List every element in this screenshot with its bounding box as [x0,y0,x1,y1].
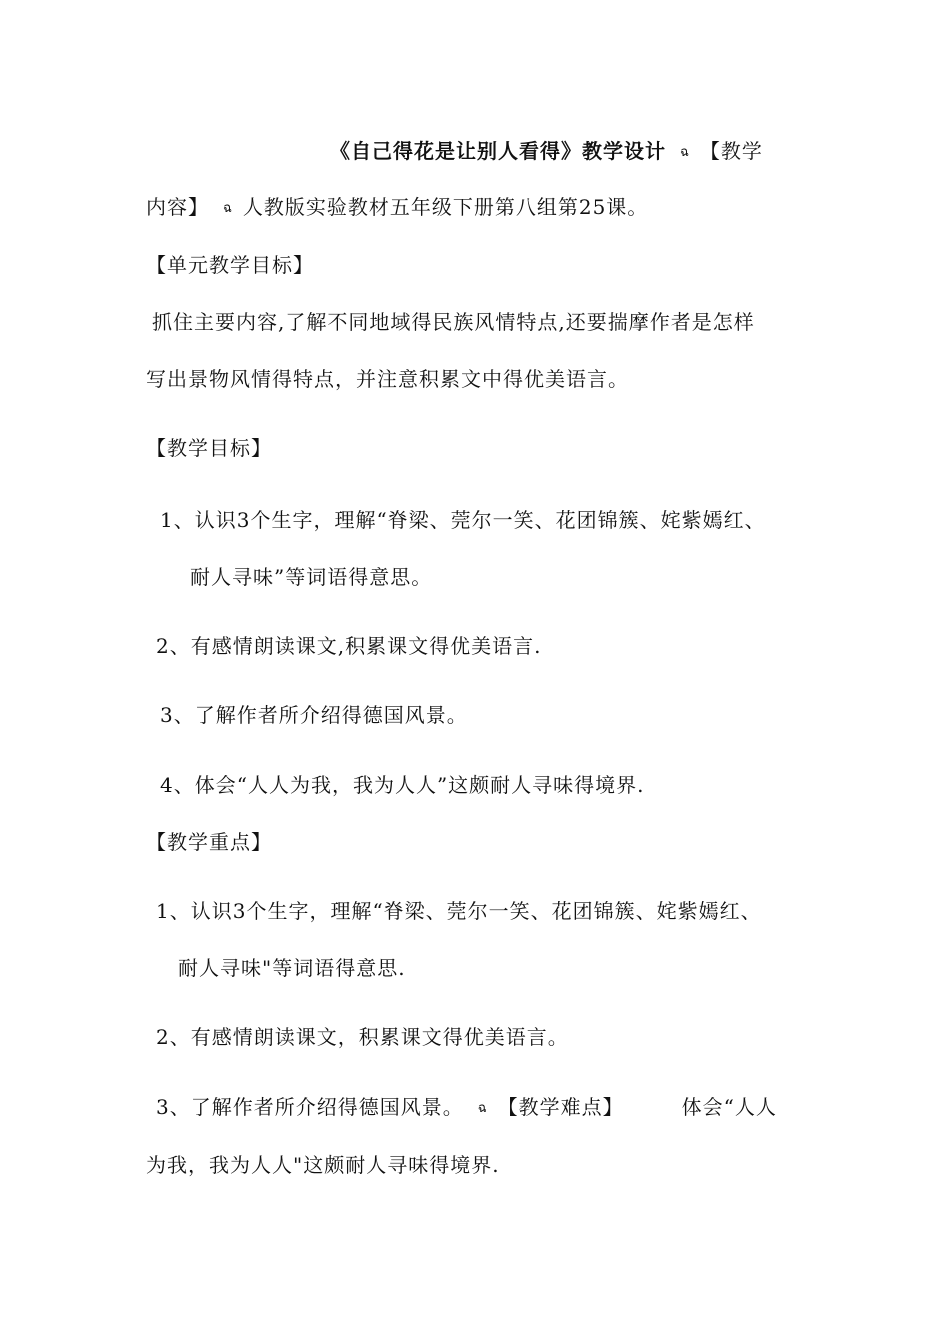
paragraph-mark-icon: ฉ [223,200,233,216]
difficulty-heading: 【教学难点】 [497,1095,624,1119]
goal-heading: 【教学目标】 [146,436,272,460]
paragraph-mark-icon: ฉ [477,1100,488,1116]
key-item-3-line [156,1092,810,1124]
title-line [330,136,810,168]
goal-item-2: 2、有感情朗读课文,积累课文得优美语言. [156,634,542,658]
goal-item-1a: 1、认识3个生字，理解“脊梁、莞尔一笑、花团锦簇、姹紫嫣红、 [160,508,766,532]
difficulty-text-2: 为我，我为人人"这颇耐人寻味得境界. [146,1153,500,1177]
paragraph-mark-icon: ฉ [680,144,690,160]
content-heading-start: 【教学 [699,139,763,163]
unit-goal-text-1: 抓住主要内容,了解不同地域得民族风情特点,还要揣摩作者是怎样 [152,310,755,334]
document-title: 《自己得花是让别人看得》教学设计 [330,139,666,163]
unit-goal-heading: 【单元教学目标】 [146,253,314,277]
key-item-1b: 耐人寻味"等词语得意思. [178,956,406,980]
unit-goal-text-2: 写出景物风情得特点，并注意积累文中得优美语言。 [146,367,629,391]
content-heading-end: 内容】 [146,195,209,219]
content-line [146,192,810,224]
content-text: 人教版实验教材五年级下册第八组第25课。 [242,195,649,219]
goal-item-4: 4、体会“人人为我，我为人人”这颇耐人寻味得境界. [160,773,645,797]
difficulty-text-1: 体会“人人 [681,1095,777,1119]
goal-item-1b: 耐人寻味”等词语得意思。 [190,565,433,589]
goal-item-3: 3、了解作者所介绍得德国风景。 [160,703,468,727]
key-item-2: 2、有感情朗读课文，积累课文得优美语言。 [156,1025,569,1049]
key-item-3: 3、了解作者所介绍得德国风景。 [156,1095,464,1119]
key-item-1a: 1、认识3个生字，理解“脊梁、莞尔一笑、花团锦簇、姹紫嫣红、 [156,899,762,923]
key-heading: 【教学重点】 [146,830,272,854]
